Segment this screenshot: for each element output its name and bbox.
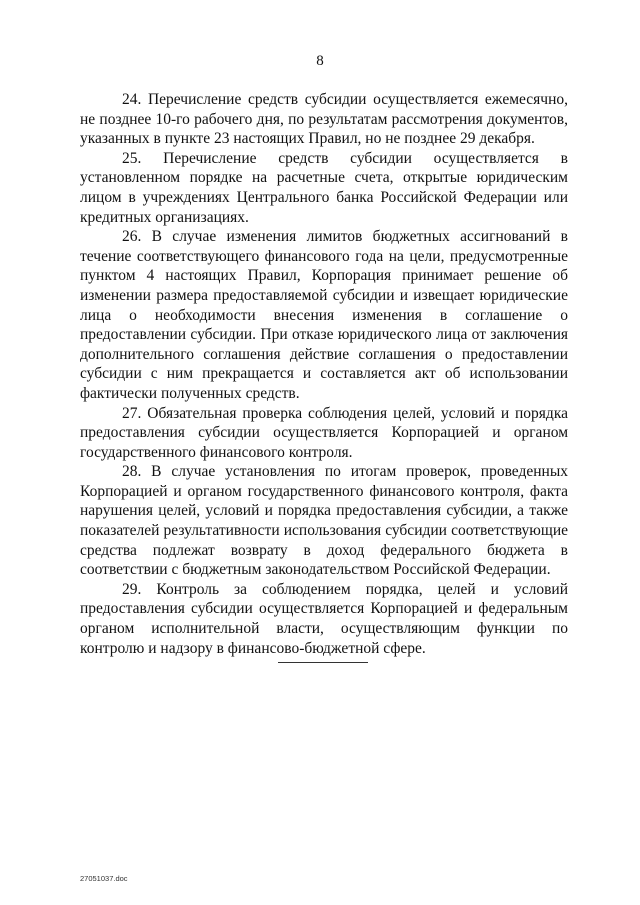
footer-filename: 27051037.doc — [80, 874, 128, 883]
paragraph-28: 28. В случае установления по итогам проверок, проведенных Корпорацией и органом государственного финансового контроля, факта нарушения целей, условий и порядка предоставления субсидии, а также показателей результативности использования субсидии соответствующие средства подлежат возврату в доход федерального бюджета в соответствии с бюджетным законодательством Российской Федерации. — [80, 463, 568, 579]
document-body — [80, 90, 568, 658]
paragraph-24: 24. Перечисление средств субсидии осуществляется ежемесячно, не позднее 10-го рабочего дня, по результатам рассмотрения документов, указанных в пункте 23 настоящих Правил, но не позднее 29 декабря. — [80, 91, 568, 148]
paragraph-29: 29. Контроль за соблюдением порядка, целей и условий предоставления субсидии осуществляется Корпорацией и федеральным органом исполнительной власти, осуществляющим функции по контролю и надзору в финансово-бюджетной сфере. — [80, 580, 568, 657]
end-of-text-rule — [278, 662, 368, 663]
paragraph-26: 26. В случае изменения лимитов бюджетных ассигнований в течение соответствующего финансового года на цели, предусмотренные пунктом 4 настоящих Правил, Корпорация принимает решение об изменении размера предоставляемой субсидии и извещает юридические лица о необходимости внесения изменения в соглашение о предоставлении субсидии. При отказе юридического лица от заключения дополнительного соглашения действие соглашения о предоставлении субсидии с ним прекращается и составляется акт об использовании фактически полученных средств. — [80, 228, 568, 402]
paragraph-27: 27. Обязательная проверка соблюдения целей, условий и порядка предоставления субсидии осуществляется Корпорацией и органом государственного финансового контроля. — [80, 404, 568, 461]
paragraph-25: 25. Перечисление средств субсидии осуществляется в установленном порядке на расчетные счета, открытые юридическим лицом в учреждениях Центрального банка Российской Федерации или кредитных организациях. — [80, 149, 568, 226]
page-number: 8 — [316, 53, 324, 69]
